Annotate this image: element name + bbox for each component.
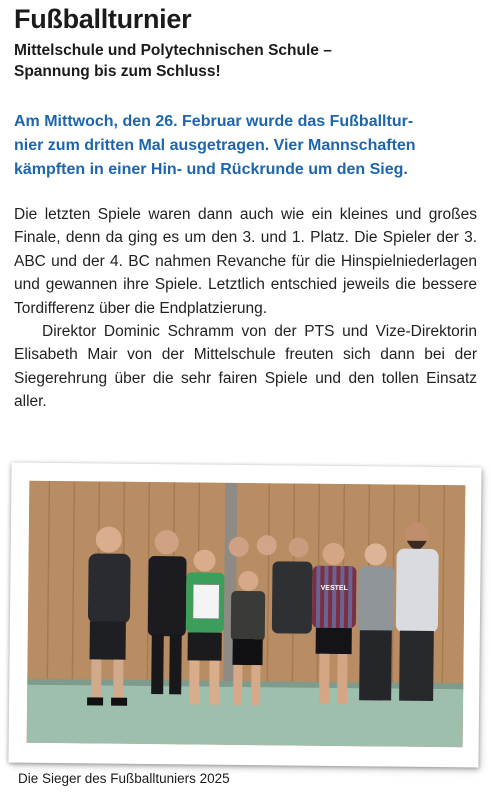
- body-paragraph-2: Direktor Dominic Schramm von der PTS und Vize-Direktorin Elisabeth Mair von der Mittelschule freuten sich dann bei der Siegerehrung über die sehr fairen Spiele und den tollen Einsatz aller.: [14, 323, 477, 411]
- team-photo: [27, 481, 466, 748]
- lead-line-3: kämpften in einer Hin- und Rückrunde um den Sieg.: [14, 161, 408, 178]
- lead-line-2: nier zum dritten Mal ausgetragen. Vier Mannschaften: [14, 137, 416, 154]
- team-photo-illustration: [27, 481, 466, 748]
- lead-line-1: Am Mittwoch, den 26. Februar wurde das Fußballtur-: [14, 113, 414, 130]
- article-title: Fußballturnier: [14, 4, 192, 34]
- photo-card: [8, 463, 481, 768]
- article-body: [14, 203, 477, 414]
- subtitle-line-2: Spannung bis zum Schluss!: [14, 63, 221, 80]
- jersey-sponsor-text: VESTEL: [320, 584, 348, 593]
- subtitle-line-1: Mittelschule und Polytechnischen Schule –: [14, 42, 332, 59]
- article-lead: [14, 110, 476, 182]
- photo-caption: Die Sieger des Fußballtuniers 2025: [18, 771, 230, 786]
- body-paragraph-1: Die letzten Spiele waren dann auch wie ein kleines und großes Finale, denn da ging es um den 3. und 1. Platz. Die Spieler der 3. ABC und der 4. BC nahmen Revanche für die Hinspielniederlagen und gewannen ihre Spiele. Letztlich entschied jeweils die bessere Tordifferenz über die Endplatzierung.: [14, 206, 477, 317]
- article-subtitle: [14, 40, 474, 82]
